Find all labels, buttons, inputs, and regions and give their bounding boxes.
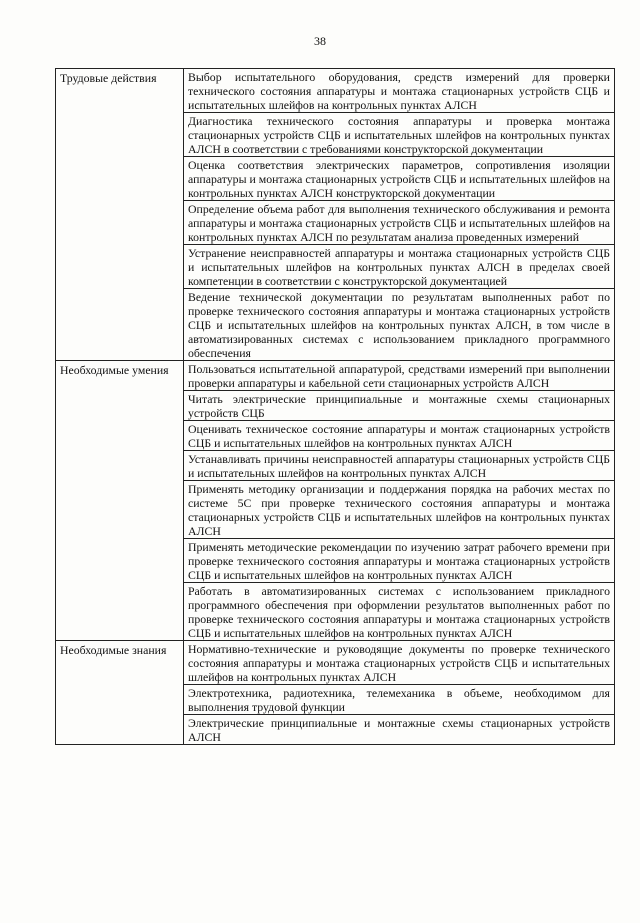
section-item: Ведение технической документации по результатам выполненных работ по проверке технического состояния аппаратуры и монтажа стационарных устройств СЦБ и испытательных шлейфов на контрольных пунктах АЛСН, в том числе в автоматизированных системах с использованием прикладного программного обеспечения [184, 289, 615, 361]
section-item: Применять методику организации и поддержания порядка на рабочих местах по системе 5С при проверке технического состояния аппаратуры и монтажа стационарных устройств СЦБ и испытательных шлейфов на контрольных пунктах АЛСН [184, 481, 615, 539]
section-label: Необходимые знания [56, 641, 184, 745]
table-row [56, 69, 615, 113]
section-item: Определение объема работ для выполнения технического обслуживания и ремонта аппаратуры и монтажа стационарных устройств СЦБ и испытательных шлейфов на контрольных пунктах АЛСН по результатам анализа проведенных измерений [184, 201, 615, 245]
table-row [56, 641, 615, 685]
section-item: Пользоваться испытательной аппаратурой, средствами измерений при выполнении проверки аппаратуры и кабельной сети стационарных устройств АЛСН [184, 361, 615, 391]
section-item: Читать электрические принципиальные и монтажные схемы стационарных устройств СЦБ [184, 391, 615, 421]
page-number: 38 [314, 34, 326, 48]
section-label: Необходимые умения [56, 361, 184, 641]
section-item: Диагностика технического состояния аппаратуры и проверка монтажа стационарных устройств СЦБ и испытательных шлейфов на контрольных пунктах АЛСН в соответствии с требованиями конструкторской документации [184, 113, 615, 157]
section-item: Нормативно-технические и руководящие документы по проверке технического состояния аппаратуры и монтажа стационарных устройств СЦБ и испытательных шлейфов на контрольных пунктах АЛСН [184, 641, 615, 685]
section-item: Электротехника, радиотехника, телемеханика в объеме, необходимом для выполнения трудовой функции [184, 685, 615, 715]
section-item: Устанавливать причины неисправностей аппаратуры стационарных устройств СЦБ и испытательных шлейфов на контрольных пунктах АЛСН [184, 451, 615, 481]
section-item: Выбор испытательного оборудования, средств измерений для проверки технического состояния аппаратуры и монтажа стационарных устройств СЦБ и испытательных шлейфов на контрольных пунктах АЛСН [184, 69, 615, 113]
table-row [56, 361, 615, 391]
section-item: Оценка соответствия электрических параметров, сопротивления изоляции аппаратуры и монтажа стационарных устройств СЦБ и испытательных шлейфов на контрольных пунктах АЛСН конструкторской документации [184, 157, 615, 201]
section-item: Электрические принципиальные и монтажные схемы стационарных устройств АЛСН [184, 715, 615, 745]
competency-table [55, 68, 615, 745]
section-label: Трудовые действия [56, 69, 184, 361]
section-item: Работать в автоматизированных системах с использованием прикладного программного обеспечения при оформлении результатов выполненных работ по проверке технического состояния аппаратуры и монтажа стационарных устройств СЦБ и испытательных шлейфов на контрольных пунктах АЛСН [184, 583, 615, 641]
section-item: Применять методические рекомендации по изучению затрат рабочего времени при проверке технического состояния аппаратуры и монтажа стационарных устройств СЦБ и испытательных шлейфов на контрольных пунктах АЛСН [184, 539, 615, 583]
section-item: Устранение неисправностей аппаратуры и монтажа стационарных устройств СЦБ и испытательных шлейфов на контрольных пунктах АЛСН в пределах своей компетенции в соответствии с конструкторской документацией [184, 245, 615, 289]
section-item: Оценивать техническое состояние аппаратуры и монтаж стационарных устройств СЦБ и испытательных шлейфов на контрольных пунктах АЛСН [184, 421, 615, 451]
